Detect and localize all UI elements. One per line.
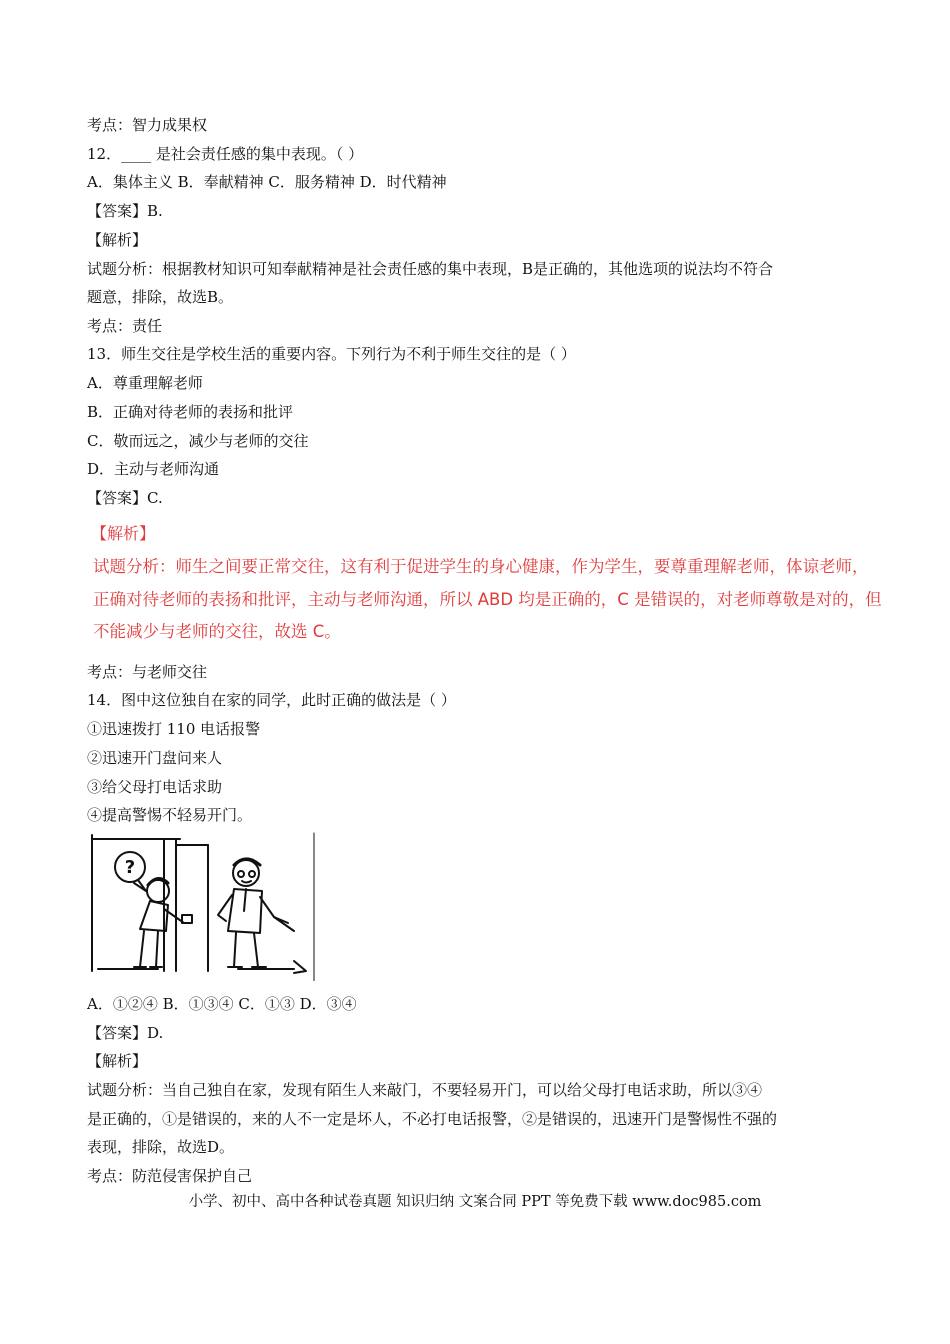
topic-line-q11: 考点：智力成果权: [87, 116, 208, 134]
topic-line-q12: 考点：责任: [87, 317, 163, 335]
topic-line-q13: 考点：与老师交往: [87, 663, 208, 681]
answer-14: 【答案】D.: [87, 1024, 164, 1042]
analysis-14-line-1: 试题分析：当自己独自在家，发现有陌生人来敲门，不要轻易开门，可以给父母打电话求助，所以③④: [87, 1081, 763, 1099]
option-13-d: D．主动与老师沟通: [87, 460, 220, 478]
option-14-3: ③给父母打电话求助: [87, 778, 223, 796]
analysis-12-line-1: 试题分析：根据教材知识可知奉献精神是社会责任感的集中表现，B是正确的，其他选项的说法均不符合: [87, 260, 774, 278]
option-13-b: B．正确对待老师的表扬和批评: [87, 403, 294, 421]
option-14-2: ②迅速开门盘问来人: [87, 749, 223, 767]
topic-line-q14: 考点：防范侵害保护自己: [87, 1167, 253, 1185]
analysis-14-line-3: 表现，排除，故选D。: [87, 1138, 235, 1156]
options-12: A．集体主义 B．奉献精神 C．服务精神 D．时代精神: [87, 173, 447, 191]
analysis-13-line-2: 正确对待老师的表扬和批评，主动与老师沟通，所以 ABD 均是正确的，C 是错误的，对老师尊敬是对的，但: [93, 590, 882, 609]
analysis-14-line-2: 是正确的，①是错误的，来的人不一定是坏人，不必打电话报警，②是错误的，迅速开门是警惕性不强的: [87, 1110, 778, 1128]
options-14: A．①②④ B．①③④ C．①③ D．③④: [87, 995, 357, 1013]
question-13: 13．师生交往是学校生活的重要内容。下列行为不利于师生交往的是（ ）: [87, 345, 576, 363]
analysis-13-line-3: 不能减少与老师的交往，故选 C。: [93, 622, 341, 641]
analysis-heading-14: 【解析】: [87, 1052, 148, 1070]
door-stranger-illustration: [88, 831, 318, 981]
analysis-12-line-2: 题意，排除，故选B。: [87, 288, 234, 306]
analysis-13-line-1: 试题分析：师生之间要正常交往，这有利于促进学生的身心健康，作为学生，要尊重理解老师，体谅老师，: [93, 557, 869, 576]
option-13-a: A．尊重理解老师: [87, 374, 203, 392]
question-14: 14．图中这位独自在家的同学，此时正确的做法是（ ）: [87, 691, 456, 709]
page-footer: 小学、初中、高中各种试卷真题 知识归纳 文案合同 PPT 等免费下载 www.doc985.com: [188, 1194, 762, 1210]
option-13-c: C．敬而远之，减少与老师的交往: [87, 432, 309, 450]
analysis-heading-12: 【解析】: [87, 231, 148, 249]
answer-12: 【答案】B.: [87, 202, 163, 220]
answer-13: 【答案】C.: [87, 489, 163, 507]
analysis-heading-13: 【解析】: [91, 524, 156, 543]
question-mark-symbol: ?: [124, 857, 136, 878]
option-14-4: ④提高警惕不轻易开门。: [87, 806, 253, 824]
question-12: 12．____ 是社会责任感的集中表现。（ ）: [87, 145, 364, 163]
option-14-1: ①迅速拨打 110 电话报警: [87, 720, 261, 738]
